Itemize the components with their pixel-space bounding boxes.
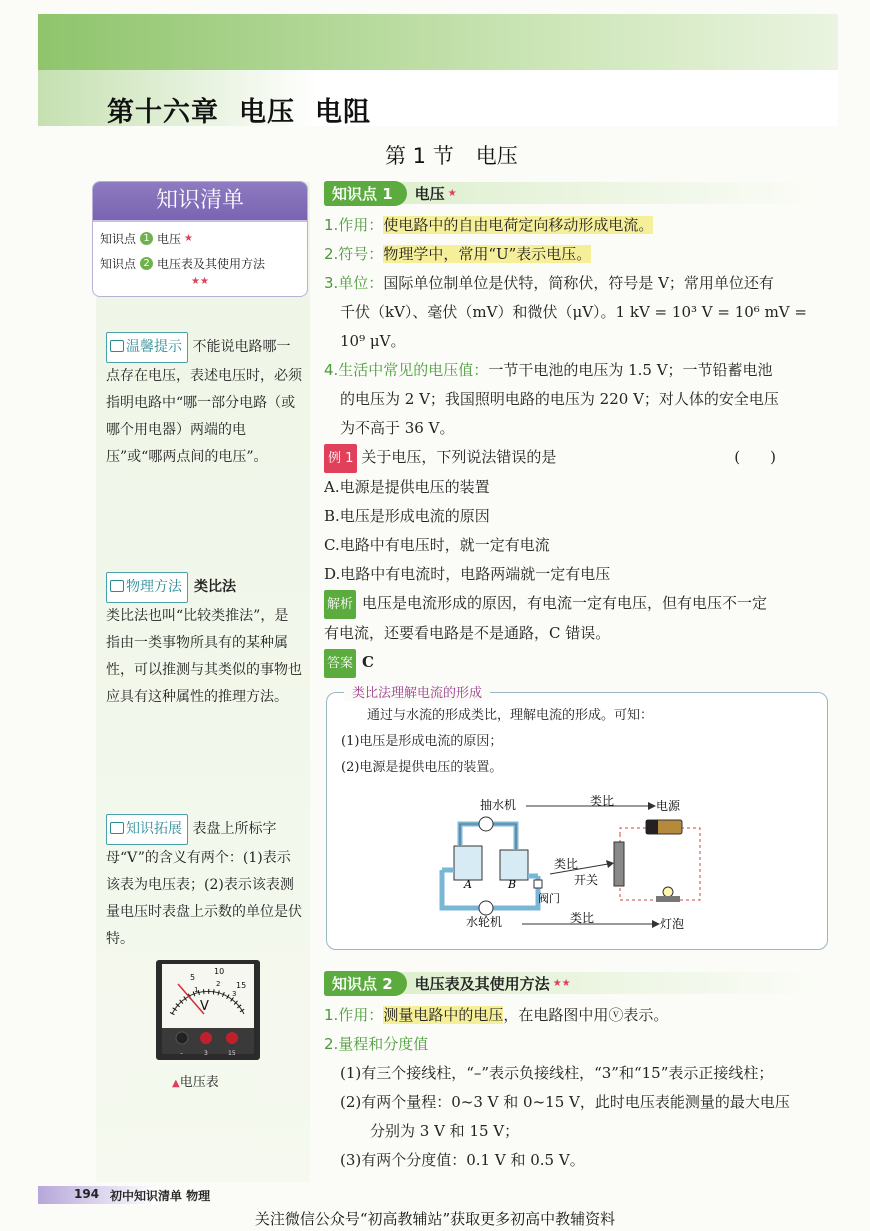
method-tag: 物理方法 (106, 572, 188, 603)
voltmeter-illustration (148, 956, 268, 1064)
kp2-header (324, 971, 571, 995)
extension-text: 表盘上所标字母“V”的含义有两个：(1)表示该表为电压表；(2)表示该表测量电压时表盘上示数的单位是伏特。 (106, 821, 302, 947)
kp2-item-2-cont: 分别为 3 V 和 15 V； (370, 1122, 520, 1140)
tip-text: 不能说电路哪一点存在电压，表述电压时，必须指明电路中“哪一部分电路（或哪个用电器）两端的电压”或“哪两点间的电压”。 (106, 339, 302, 465)
star-icon: ★★ (191, 276, 209, 287)
kp1-pill: 知识点 1 (324, 181, 407, 206)
note-icon (110, 580, 124, 592)
page-number: 194 (74, 1187, 100, 1201)
analogy-title: 类比法理解电流的形成 (344, 682, 490, 701)
terminal-3: 3 (204, 1050, 208, 1057)
label-a: A (464, 878, 472, 891)
method-title: 类比法 (194, 579, 236, 595)
terminal-15: 15 (228, 1050, 236, 1057)
star-icon: ★ (184, 233, 193, 244)
analogy-text: 通过与水流的形成类比，理解电流的形成。可知： (1)电压是形成电流的原因； (2)电源是提供电压的装置。 (341, 708, 654, 775)
chapter-title-2: 电阻 (315, 97, 371, 128)
answer: 答案 C (324, 648, 824, 678)
section-number: 第 1 节 (385, 144, 454, 168)
label-pump: 抽水机 (480, 798, 517, 812)
section-name: 电压 (475, 144, 518, 168)
label-valve: 阀门 (538, 892, 560, 905)
kp1-body (324, 211, 824, 443)
kp1-header (324, 181, 457, 205)
terminal-neg: – (180, 1050, 183, 1057)
voltmeter-caption: ▲电压表 (172, 1075, 219, 1090)
method-text: 类比法也叫“比较类推法”，是指由一类事物所具有的某种属性，可以推测与其类似的事物也应具有这种属性的推理方法。 (106, 608, 302, 705)
kp1-p1: 1.作用：使电路中的自由电荷定向移动形成电流。 (324, 216, 654, 234)
example-question: 例 1 关于电压，下列说法错误的是 ( ) (324, 443, 824, 473)
extension-tag: 知识拓展 (106, 814, 188, 845)
kp1-p4-line2: 的电压为 2 V；我国照明电路的电压为 220 V；对人体的安全电压 (340, 390, 779, 408)
label-turbine: 水轮机 (466, 915, 503, 929)
answer-paren: ( ) (734, 448, 776, 466)
scale-bottom-2: 2 (216, 980, 221, 988)
method-block (106, 572, 302, 711)
triangle-marker-icon: ▲ (172, 1078, 180, 1089)
kp2-pill: 知识点 2 (324, 971, 407, 996)
label-source: 电源 (656, 799, 681, 813)
chapter-number: 第十六章 (107, 97, 219, 128)
label-analog-1: 类比 (590, 794, 615, 808)
kp1-name: 电压 (414, 184, 445, 203)
dial-letter: V (200, 999, 209, 1014)
kp1-p3: 3.单位：国际单位制单位是伏特，简称伏，符号是 V；常用单位还有 (324, 274, 774, 292)
option-c: C.电路中有电压时，就一定有电流 (324, 536, 550, 554)
book-title: 初中知识清单 物理 (110, 1189, 211, 1203)
tip-tag: 温馨提示 (106, 332, 188, 363)
kp2-name: 电压表及其使用方法 (414, 974, 550, 993)
header-band (38, 14, 838, 72)
example-tag: 例 1 (324, 444, 357, 473)
example-1 (324, 443, 824, 678)
note-icon (110, 822, 124, 834)
kp2-p2: 2.量程和分度值 (324, 1035, 429, 1053)
kp2-body (324, 1001, 824, 1175)
kp2-p1: 1.作用：测量电路中的电压，在电路图中用ⓥ表示。 (324, 1006, 669, 1024)
section-title (385, 140, 540, 170)
label-bulb: 灯泡 (660, 917, 685, 931)
option-b: B.电压是形成电流的原因 (324, 507, 490, 525)
option-a: A.电源是提供电压的装置 (324, 478, 490, 496)
kp2-item-1: (1)有三个接线柱，“–”表示负接线柱，“3”和“15”表示正接线柱； (340, 1064, 774, 1082)
star-icon: ★ (447, 187, 457, 199)
label-analog-2: 类比 (554, 857, 579, 871)
analysis-tag: 解析 (324, 590, 356, 619)
knowledge-list-item-1[interactable]: 知识点 1 电压 ★ (100, 232, 193, 246)
kp1-p3-line2: 千伏（kV）、毫伏（mV）和微伏（μV）。1 kV = 10³ V = 10⁶ mV = (340, 303, 807, 321)
analysis-line2: 有电流，还要看电路是不是通路，C 错误。 (324, 624, 611, 642)
answer-tag: 答案 (324, 649, 356, 678)
tip-block (106, 332, 302, 471)
analysis: 解析 电压是电流形成的原因，有电流一定有电压，但有电压不一定 (324, 589, 824, 619)
scale-top-1: 5 (190, 973, 196, 982)
chapter-title (107, 90, 391, 129)
scale-top-2: 10 (214, 967, 225, 976)
label-b: B (508, 878, 517, 891)
kp2-item-2: (2)有两个量程：0~3 V 和 0~15 V，此时电压表能测量的最大电压 (340, 1093, 790, 1111)
kp1-p3-line3: 10⁹ μV。 (340, 332, 406, 350)
star-icon: ★★ (552, 977, 571, 989)
kp1-p2: 2.符号：物理学中，常用“U”表示电压。 (324, 245, 592, 263)
analogy-diagram (430, 790, 710, 940)
watermark-text: 关注微信公众号“初高教辅站”获取更多初高中教辅资料 (254, 1210, 616, 1228)
knowledge-list-item-2[interactable]: 知识点 2 电压表及其使用方法 (100, 257, 266, 271)
kp1-p4: 4.生活中常见的电压值：一节干电池的电压为 1.5 V；一节铅蓄电池 (324, 361, 773, 379)
knowledge-list-title: 知识清单 (93, 182, 307, 222)
note-icon (110, 340, 124, 352)
scale-top-3: 15 (236, 981, 247, 990)
scale-bottom-3: 3 (232, 990, 237, 998)
chapter-title-1: 电压 (239, 97, 295, 128)
extension-block (106, 814, 302, 953)
kp2-item-3: (3)有两个分度值：0.1 V 和 0.5 V。 (340, 1151, 585, 1169)
knowledge-list-box (92, 181, 308, 297)
label-analog-3: 类比 (570, 911, 595, 925)
kp1-p4-line3: 为不高于 36 V。 (340, 419, 455, 437)
option-d: D.电路中有电流时，电路两端就一定有电压 (324, 565, 611, 583)
label-switch: 开关 (574, 873, 599, 887)
scale-bottom-1: 1 (194, 986, 199, 994)
